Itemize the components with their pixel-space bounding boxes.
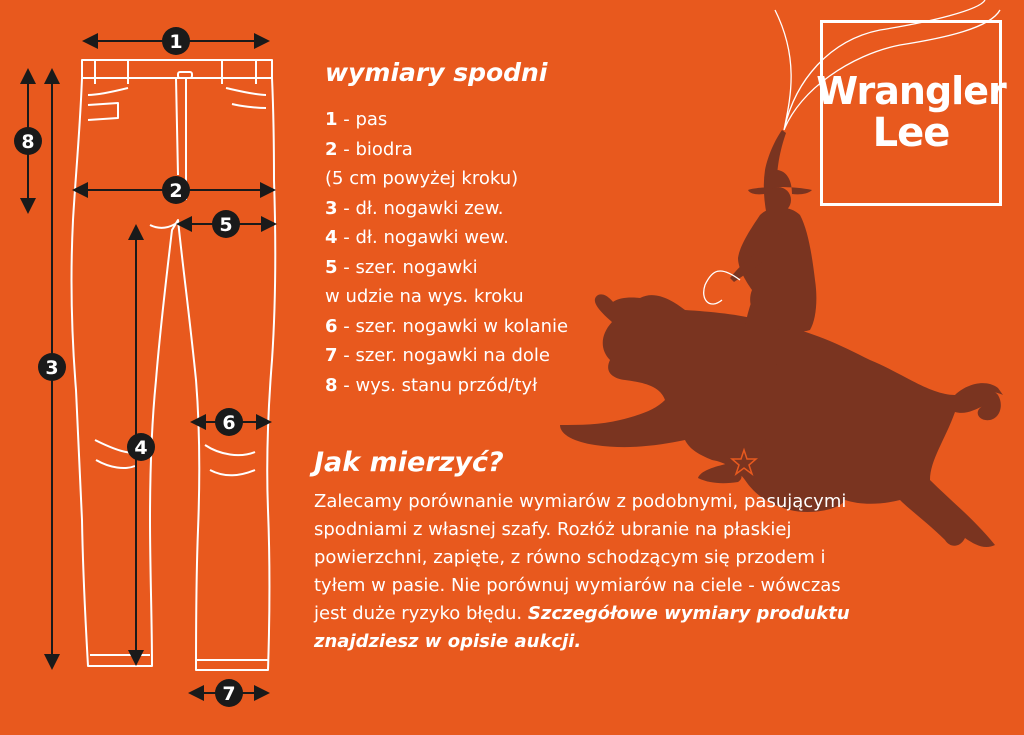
legend-text: - wys. stanu przód/tył bbox=[337, 374, 538, 396]
brand-logo-box bbox=[816, 20, 1006, 206]
legend-number: 7 bbox=[325, 345, 338, 366]
legend-text: - biodra bbox=[337, 138, 413, 160]
legend-item bbox=[325, 194, 568, 224]
brand-wrangler: Wrangler bbox=[816, 69, 1006, 114]
legend-text: - szer. nogawki bbox=[337, 256, 478, 278]
svg-text:2: 2 bbox=[169, 180, 183, 202]
legend-item bbox=[325, 282, 568, 312]
sizes-heading: wymiary spodni bbox=[325, 58, 548, 87]
howto-text: Zalecamy porównanie wymiarów z podobnymi, pasującymi spodniami z własnej szafy. Rozłóż ubranie na płaskiej powierzchni, zapięte, z równo schodzącym się przodem i tyłem w pasie. Nie porównuj wymiarów na ciele - wówczas jest duże ryzyko błędu. bbox=[314, 491, 847, 624]
badge-1 bbox=[162, 27, 190, 55]
legend-number: 6 bbox=[325, 315, 338, 337]
badge-7 bbox=[215, 679, 243, 707]
jeans-outline-icon bbox=[72, 60, 276, 670]
legend-item bbox=[325, 105, 568, 135]
legend-text: - dł. nogawki wew. bbox=[337, 227, 509, 248]
legend-text: - pas bbox=[337, 109, 388, 130]
brand-lee: Lee bbox=[872, 109, 950, 156]
legend-text: (5 cm powyżej kroku) bbox=[325, 168, 519, 189]
legend-item bbox=[325, 135, 568, 165]
badge-5 bbox=[212, 210, 240, 238]
legend-item bbox=[325, 312, 568, 342]
svg-text:3: 3 bbox=[45, 357, 59, 379]
legend-number: 2 bbox=[325, 138, 338, 160]
svg-text:7: 7 bbox=[222, 683, 236, 705]
legend-text: - dł. nogawki zew. bbox=[337, 197, 504, 219]
badge-8 bbox=[14, 127, 42, 155]
badge-6 bbox=[215, 408, 243, 436]
legend-number: 8 bbox=[325, 374, 338, 396]
badge-3 bbox=[38, 353, 66, 381]
howto-emphasis: Szczegółowe wymiary produktu znajdziesz w opisie aukcji. bbox=[314, 603, 850, 652]
measurement-legend bbox=[325, 105, 568, 400]
badge-2 bbox=[162, 176, 190, 204]
legend-number: 4 bbox=[325, 227, 338, 248]
howto-paragraph bbox=[314, 488, 859, 656]
legend-number: 5 bbox=[325, 256, 338, 278]
badge-4 bbox=[127, 433, 155, 461]
legend-number: 3 bbox=[325, 197, 338, 219]
legend-text: w udzie na wys. kroku bbox=[325, 286, 524, 307]
svg-text:8: 8 bbox=[21, 131, 35, 153]
svg-text:1: 1 bbox=[169, 31, 183, 53]
legend-item bbox=[325, 253, 568, 283]
legend-item bbox=[325, 223, 568, 253]
legend-item bbox=[325, 164, 568, 194]
legend-item bbox=[325, 341, 568, 371]
legend-text: - szer. nogawki w kolanie bbox=[337, 315, 569, 337]
svg-text:6: 6 bbox=[222, 412, 236, 434]
svg-text:5: 5 bbox=[219, 214, 233, 236]
legend-number: 1 bbox=[325, 109, 338, 130]
svg-text:4: 4 bbox=[134, 437, 148, 459]
legend-item bbox=[325, 371, 568, 401]
howto-heading: Jak mierzyć? bbox=[314, 447, 504, 478]
legend-text: - szer. nogawki na dole bbox=[337, 345, 550, 366]
